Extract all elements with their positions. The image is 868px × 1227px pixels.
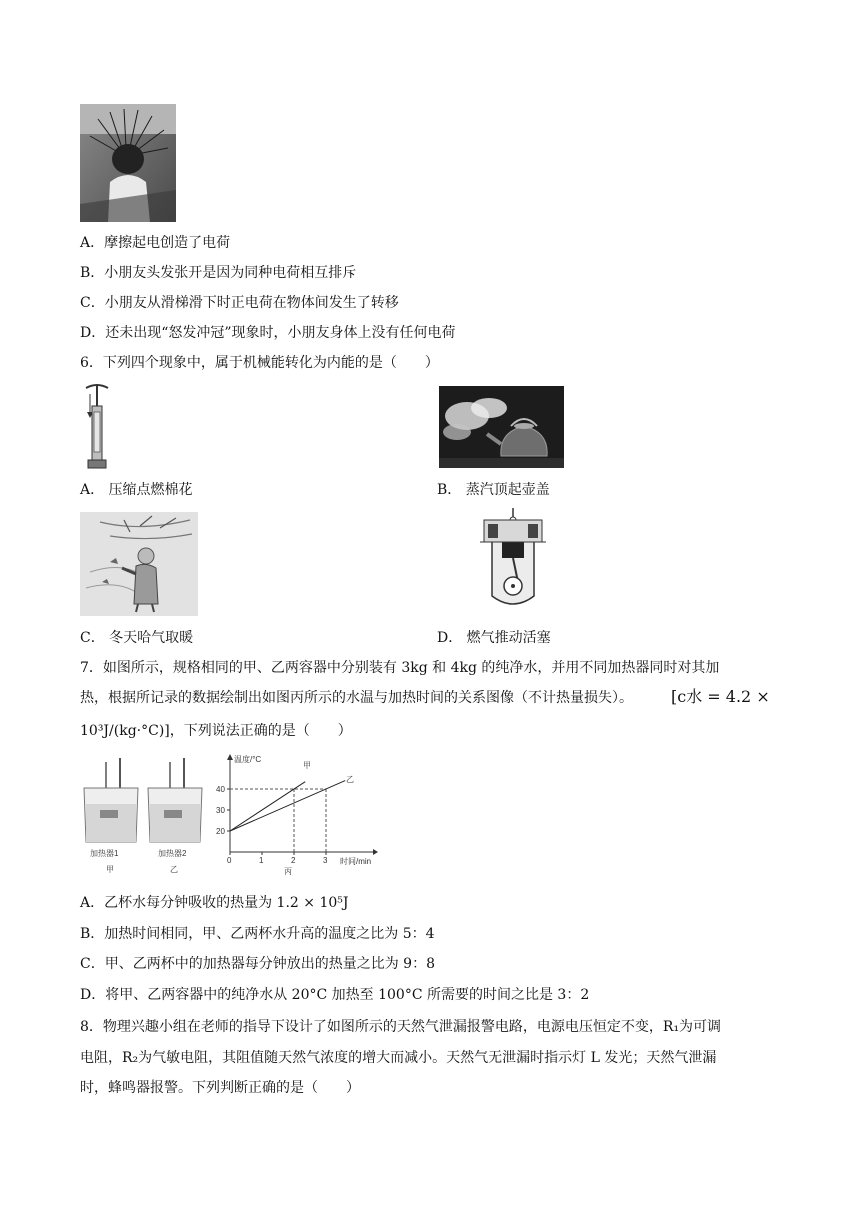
q5-option-a: A．摩擦起电创造了电荷 [80,235,231,251]
series-line-yi [230,781,345,831]
q5-option-c: C．小朋友从滑梯滑下时正电荷在物体间发生了转移 [80,295,399,311]
heater2-label: 加热器2 [158,849,187,858]
static-hair-photo [80,104,176,222]
q6-option-d: D． 燃气推动活塞 [437,630,551,646]
series-jia-label: 甲 [303,761,311,770]
q7-option-c: C．甲、乙两杯中的加热器每分钟放出的热量之比为 9：8 [80,956,435,972]
beaker-2 [148,758,202,842]
q6-option-a: A． 压缩点燃棉花 [80,482,193,498]
cup-b-label: 乙 [170,865,178,874]
q8-stem-line2: 电阻，R₂为气敏电阻，其阻值随天然气浓度的增大而减小。天然气无泄漏时指示灯 L 发光；天然气泄漏 [80,1050,717,1066]
series-yi-label: 乙 [346,775,354,784]
q7-stem-line3: 10³J/(kg·°C)]，下列说法正确的是（ ） [80,723,352,739]
q7-option-d: D．将甲、乙两容器中的纯净水从 20°C 加热至 100°C 所需要的时间之比是 3：2 [80,987,590,1003]
q8-stem-line3: 时，蜂鸣器报警。下列判断正确的是（ ） [80,1080,360,1096]
q6-stem: 6．下列四个现象中，属于机械能转化为内能的是（ ） [80,355,439,371]
q6-option-c: C． 冬天哈气取暖 [80,630,194,646]
x-tick-label: 0 [227,856,232,865]
fire-syringe-figure [82,382,112,470]
q7-figure [78,752,383,877]
q5-option-d: D．还未出现“怒发冲冠”现象时，小朋友身体上没有任何电荷 [80,325,456,341]
y-tick-label: 30 [216,806,225,815]
temp-time-graph [216,754,378,876]
y-axis-label: 温度/°C [234,755,262,764]
kettle-steam-figure [439,386,564,468]
y-tick-label: 40 [216,785,225,794]
q6-option-b: B． 蒸汽顶起壶盖 [437,482,550,498]
x-tick-label: 2 [291,856,296,865]
beaker-1 [84,758,138,842]
q7-stem-line2: 热，根据所记录的数据绘制出如图丙所示的水温与加热时间的关系图像（不计热量损失）。 [80,690,633,706]
winter-breath-figure [80,512,198,616]
q7-specific-heat-formula: [c水 = 4.2 × [671,687,770,706]
cup-a-label: 甲 [106,865,114,874]
graph-label: 丙 [284,867,292,876]
x-tick-label: 1 [259,856,264,865]
y-tick-label: 20 [216,827,225,836]
q7-option-a: A．乙杯水每分钟吸收的热量为 1.2 × 10⁵J [80,895,349,911]
q7-stem-line1: 7．如图所示，规格相同的甲、乙两容器中分别装有 3kg 和 4kg 的纯净水，并用不同加热器同时对其加 [80,660,720,676]
x-tick-label: 3 [323,856,328,865]
q5-option-b: B．小朋友头发张开是因为同种电荷相互排斥 [80,265,357,281]
q7-option-b: B．加热时间相同，甲、乙两杯水升高的温度之比为 5：4 [80,926,435,942]
x-axis-label: 时间/min [340,857,372,866]
heater1-label: 加热器1 [90,849,119,858]
engine-piston-figure [478,506,548,614]
q8-stem-line1: 8．物理兴趣小组在老师的指导下设计了如图所示的天然气泄漏报警电路，电源电压恒定不变，R₁为可调 [80,1019,722,1035]
